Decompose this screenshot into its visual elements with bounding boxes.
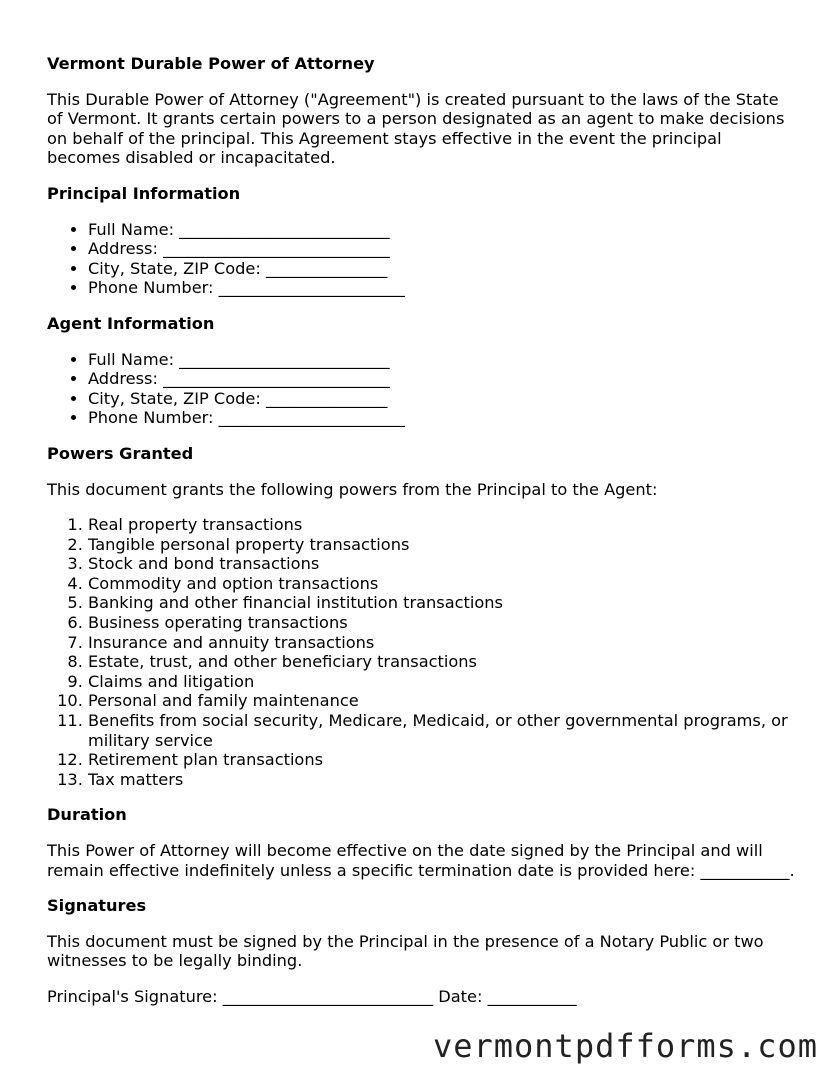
principal-fields bbox=[47, 220, 797, 298]
document-title: Vermont Durable Power of Attorney bbox=[47, 54, 375, 73]
powers-intro: This document grants the following powers from the Principal to the Agent: bbox=[47, 479, 658, 499]
document-page bbox=[47, 54, 797, 1007]
power-item: 5. Banking and other financial institution transactions bbox=[88, 593, 797, 613]
principal-phone-field: • Phone Number: _______________________ bbox=[88, 278, 797, 298]
agent-heading: Agent Information bbox=[47, 313, 215, 333]
power-item: 1. Real property transactions bbox=[88, 515, 797, 535]
agent-fields bbox=[47, 350, 797, 428]
power-item: 8. Estate, trust, and other beneficiary transactions bbox=[88, 652, 797, 672]
principal-full-name-field: • Full Name: __________________________ bbox=[88, 220, 797, 240]
power-item: 9. Claims and litigation bbox=[88, 672, 797, 692]
agent-full-name-field: • Full Name: __________________________ bbox=[88, 350, 797, 370]
agent-city-state-zip-field: • City, State, ZIP Code: _______________ bbox=[88, 389, 797, 409]
power-item: 2. Tangible personal property transactions bbox=[88, 535, 797, 555]
power-item: 12. Retirement plan transactions bbox=[88, 750, 797, 770]
power-item: 7. Insurance and annuity transactions bbox=[88, 633, 797, 653]
powers-heading: Powers Granted bbox=[47, 443, 194, 463]
signatures-text: This document must be signed by the Principal in the presence of a Notary Public or two witnesses to be legally binding. bbox=[47, 931, 764, 971]
principal-heading: Principal Information bbox=[47, 183, 241, 203]
power-item: 3. Stock and bond transactions bbox=[88, 554, 797, 574]
power-item: 13. Tax matters bbox=[88, 770, 797, 790]
watermark: vermontpdfforms.com bbox=[432, 1027, 818, 1065]
principal-address-field: • Address: ____________________________ bbox=[88, 239, 797, 259]
agent-phone-field: • Phone Number: _______________________ bbox=[88, 408, 797, 428]
agent-address-field: • Address: ____________________________ bbox=[88, 369, 797, 389]
duration-text: This Power of Attorney will become effective on the date signed by the Principal and will remain effective indefinitely unless a specific termination date is provided here: ___________. bbox=[47, 841, 795, 880]
power-item: 10. Personal and family maintenance bbox=[88, 691, 797, 711]
duration-heading: Duration bbox=[47, 805, 127, 825]
intro-paragraph: This Durable Power of Attorney ("Agreement") is created pursuant to the laws of the State of Vermont. It grants certain powers to a person designated as an agent to make decisions on behalf of the principal. This Agreement stays effective in the event the principal becomes disabled or incapacitated. bbox=[47, 89, 785, 168]
powers-list bbox=[47, 515, 797, 789]
power-item: 4. Commodity and option transactions bbox=[88, 574, 797, 594]
power-item: 11. Benefits from social security, Medicare, Medicaid, or other governmental programs, or military service bbox=[88, 711, 797, 750]
principal-city-state-zip-field: • City, State, ZIP Code: _______________ bbox=[88, 259, 797, 279]
power-item: 6. Business operating transactions bbox=[88, 613, 797, 633]
signatures-heading: Signatures bbox=[47, 896, 147, 916]
principal-signature-line: Principal's Signature: __________________________ Date: ___________ bbox=[47, 986, 577, 1006]
